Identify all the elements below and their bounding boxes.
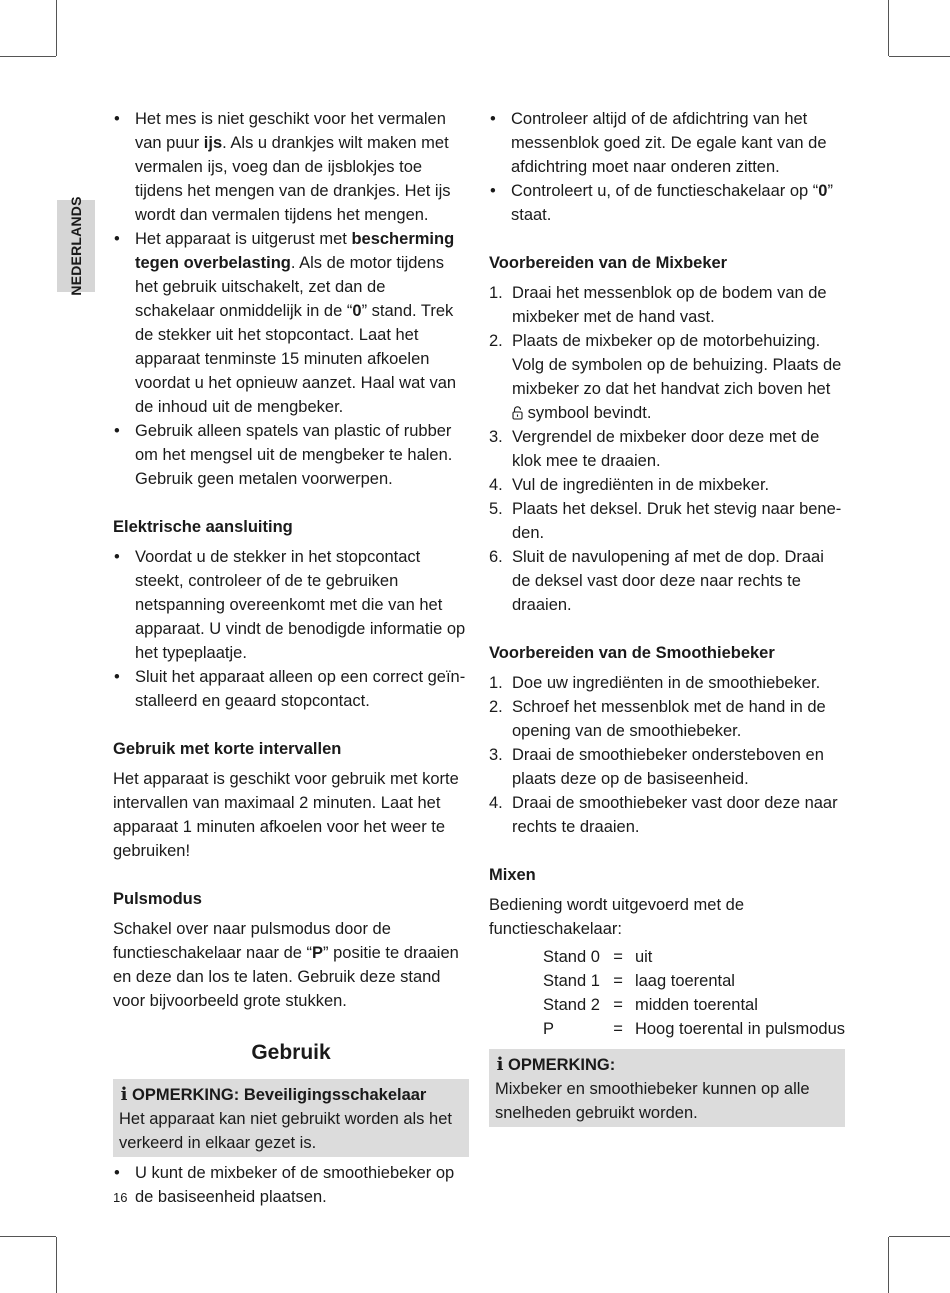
table-row: Stand 0 = uit — [543, 948, 653, 966]
page-number: 16 — [113, 1190, 128, 1205]
smoothie-steps — [489, 671, 845, 839]
list-item: 4. Vul de ingrediënten in de mixbeker. — [489, 476, 770, 494]
note-text: Mixbeker en smoothiebeker kunnen op alle snelheden gebruikt worden. — [495, 1080, 810, 1122]
list-item: • Sluit het apparaat alleen op een correct geïnstalleerd en geaard stopcontact. — [113, 665, 469, 713]
list-item: • Het mes is niet geschikt voor het vermalen van puur ijs. Als u drankjes wilt maken met vermalen ijs, voeg dan de ijsblokjes toe tijdens het mengen van de drankjes. Het ijs wordt dan vermalen tijdens het mengen. — [113, 107, 469, 227]
speed-settings-table — [543, 945, 845, 1041]
language-side-tab — [57, 196, 95, 296]
list-item: 4. Draai de smoothiebeker vast door deze naar rechts te draaien. — [489, 794, 838, 836]
list-item: 6. Sluit de navulopening af met de dop. Draai de deksel vast door deze naar rechts te draaien. — [489, 548, 824, 614]
left-column — [113, 107, 469, 1209]
info-icon: i — [120, 1084, 128, 1105]
note-title: OPMERKING: Beveiligingsschakelaar — [132, 1086, 427, 1104]
crop-mark — [889, 56, 950, 57]
list-item: 1. Doe uw ingrediënten in de smoothiebeker. — [489, 674, 821, 692]
note-title: OPMERKING: — [508, 1056, 616, 1074]
paragraph: Het apparaat is geschikt voor gebruik met korte intervallen van maximaal 2 minuten. Laat het apparaat 1 minuten afkoelen voor het weer te gebruiken! — [113, 770, 459, 860]
crop-mark — [888, 1237, 889, 1293]
check-bullet-list — [489, 107, 845, 227]
info-icon: i — [496, 1054, 504, 1075]
note-text: Het apparaat kan niet gebruikt worden als het verkeerd in elkaar gezet is. — [119, 1110, 452, 1152]
language-label: NEDERLANDS — [68, 196, 84, 296]
crop-mark — [56, 0, 57, 56]
usage-bullet-list — [113, 1161, 469, 1209]
note-box — [113, 1079, 469, 1157]
section-heading: Voorbereiden van de Smoothiebeker — [489, 644, 775, 662]
table-row: P = Hoog toerental in pulsmodus — [543, 1020, 845, 1038]
list-item: • Voordat u de stekker in het stopcontact steekt, controleer of de te gebruiken netspanning overeenkomt met die van het apparaat. U vindt de benodigde informatie op het typeplaatje. — [113, 545, 469, 665]
right-column — [489, 107, 845, 1127]
note-box — [489, 1049, 845, 1127]
section-heading: Voorbereiden van de Mixbeker — [489, 254, 728, 272]
paragraph: Bediening wordt uitgevoerd met de functieschakelaar: — [489, 896, 744, 938]
crop-mark — [0, 56, 56, 57]
list-item: • Controleert u, of de functieschakelaar op “0” staat. — [489, 179, 845, 227]
mixbeker-steps — [489, 281, 845, 617]
list-item: 2. Schroef het messenblok met de hand in de opening van de smoothiebeker. — [489, 698, 826, 740]
section-heading: Elektrische aansluiting — [113, 518, 293, 536]
list-item: 3. Vergrendel de mixbeker door deze met de klok mee te draaien. — [489, 428, 820, 470]
list-item: • U kunt de mixbeker of de smoothiebeker op de basiseenheid plaatsen. — [113, 1161, 469, 1209]
crop-mark — [0, 1236, 56, 1237]
crop-mark — [56, 1237, 57, 1293]
paragraph: Schakel over naar pulsmodus door de functieschakelaar naar de “P” positie te draaien en deze dan los te laten. Gebruik deze stand voor bijvoorbeeld grote stukken. — [113, 920, 459, 1010]
section-heading: Pulsmodus — [113, 890, 202, 908]
chapter-title: Gebruik — [251, 1041, 331, 1064]
unlock-icon — [512, 406, 523, 420]
crop-mark — [888, 0, 889, 56]
section-heading: Mixen — [489, 866, 536, 884]
list-item: 3. Draai de smoothiebeker ondersteboven en plaats deze op de basiseenheid. — [489, 746, 824, 788]
list-item: 2. Plaats de mixbeker op de motorbehuizing. Volg de symbolen op de behuizing. Plaats de mixbeker zo dat het handvat zich boven het symbool bevindt. — [489, 332, 842, 422]
list-item: 5. Plaats het deksel. Druk het stevig naar beneden. — [489, 500, 842, 542]
crop-mark — [889, 1236, 950, 1237]
section-heading: Gebruik met korte intervallen — [113, 740, 342, 758]
list-item: • Gebruik alleen spatels van plastic of rubber om het mengsel uit de mengbeker te halen. Gebruik geen metalen voorwerpen. — [113, 419, 469, 491]
table-row: Stand 1 = laag toerental — [543, 972, 735, 990]
list-item: • Het apparaat is uitgerust met bescherming tegen overbelasting. Als de motor tijdens het gebruik uitschakelt, zet dan de schakelaar onmiddelijk in de “0” stand. Trek de stekker uit het stopcontact. Laat het apparaat tenminste 15 minuten afkoelen voordat u het opnieuw aanzet. Haal wat van de inhoud uit de mengbeker. — [113, 227, 469, 419]
list-item: • Controleer altijd of de afdichtring van het messenblok goed zit. De egale kant van de afdichtring moet naar onderen zitten. — [489, 107, 845, 179]
safety-bullet-list — [113, 107, 469, 491]
table-row: Stand 2 = midden toerental — [543, 996, 758, 1014]
electrical-bullet-list — [113, 545, 469, 713]
list-item: 1. Draai het messenblok op de bodem van de mixbeker met de hand vast. — [489, 284, 827, 326]
